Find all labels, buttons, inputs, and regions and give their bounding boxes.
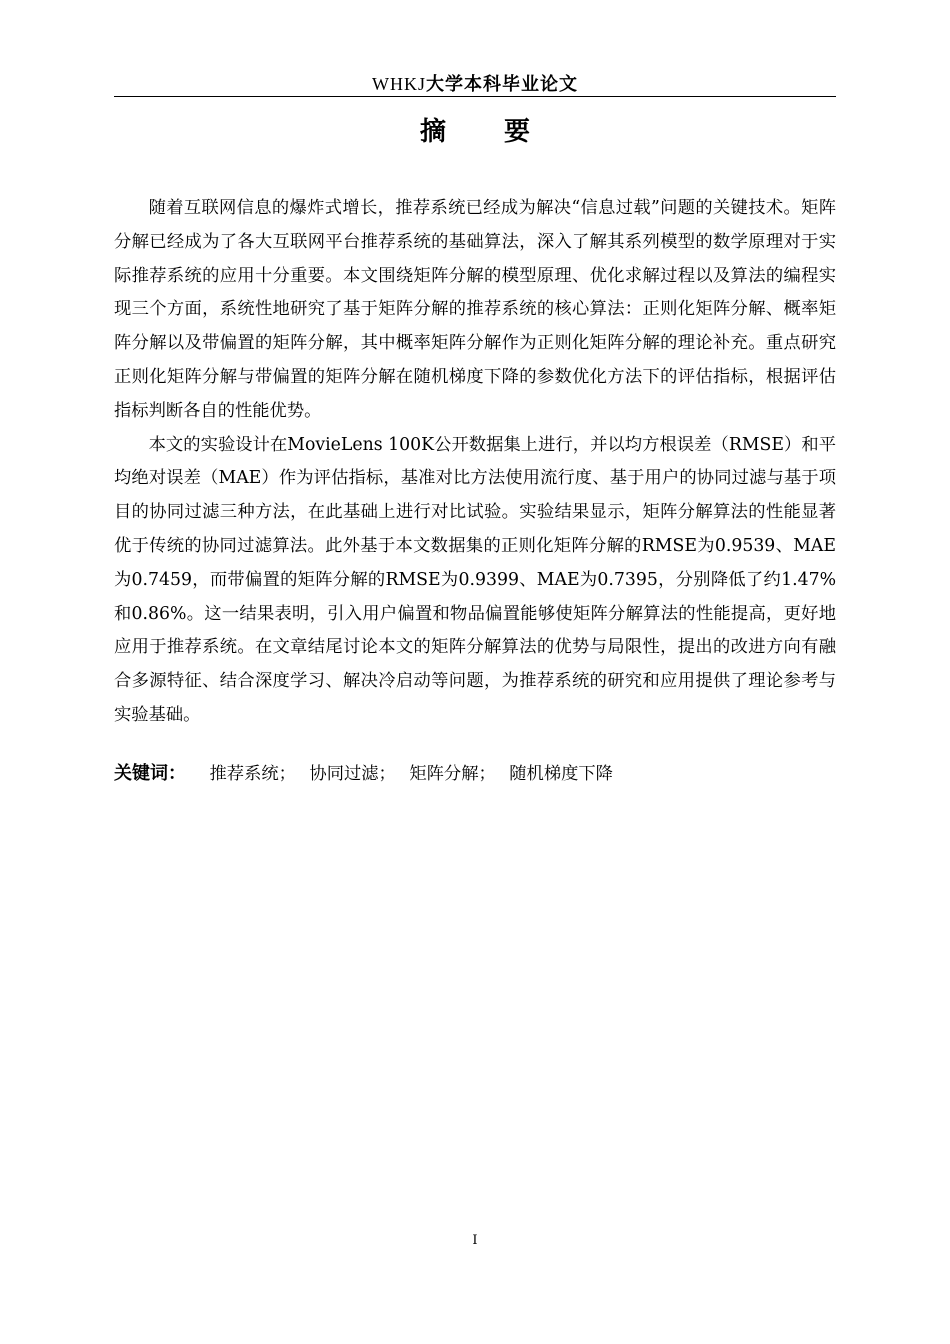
abstract-paragraph-1: 随着互联网信息的爆炸式增长，推荐系统已经成为解决“信息过载”问题的关键技术。矩阵分解已经成为了各大互联网平台推荐系统的基础算法，深入了解其系列模型的数学原理对于实际推荐系统的应用十分重要。本文围绕矩阵分解的模型原理、优化求解过程以及算法的编程实现三个方面，系统性地研究了基于矩阵分解的推荐系统的核心算法：正则化矩阵分解、概率矩阵分解以及带偏置的矩阵分解，其中概率矩阵分解作为正则化矩阵分解的理论补充。重点研究正则化矩阵分解与带偏置的矩阵分解在随机梯度下降的参数优化方法下的评估指标，根据评估指标判断各自的性能优势。 [114, 198, 836, 421]
keyword-item: 随机梯度下降 [509, 764, 613, 784]
abstract-body [114, 192, 836, 733]
running-header [114, 72, 836, 97]
header-text: 大学本科毕业论文 [426, 74, 578, 95]
title-char-1: 摘 [419, 117, 446, 147]
page-title [114, 114, 836, 150]
header-brand: WHKJ [372, 74, 426, 94]
keyword-item: 协同过滤； [309, 764, 396, 784]
keywords-line [114, 760, 836, 788]
header-rule [114, 96, 836, 97]
keyword-item: 推荐系统； [209, 764, 296, 784]
keywords-label: 关键词： [114, 763, 186, 784]
keyword-item: 矩阵分解； [409, 764, 496, 784]
title-char-2: 要 [504, 117, 531, 147]
page-number: I [472, 1233, 478, 1248]
abstract-paragraph-2: 本文的实验设计在MovieLens 100K公开数据集上进行，并以均方根误差（RMSE）和平均绝对误差（MAE）作为评估指标，基准对比方法使用流行度、基于用户的协同过滤与基于项目的协同过滤三种方法，在此基础上进行对比试验。实验结果显示，矩阵分解算法的性能显著优于传统的协同过滤算法。此外基于本文数据集的正则化矩阵分解的RMSE为0.9539、MAE为0.7459，而带偏置的矩阵分解的RMSE为0.9399、MAE为0.7395，分别降低了约1.47%和0.86%。这一结果表明，引入用户偏置和物品偏置能够使矩阵分解算法的性能提高，更好地应用于推荐系统。在文章结尾讨论本文的矩阵分解算法的优势与局限性，提出的改进方向有融合多源特征、结合深度学习、解决冷启动等问题，为推荐系统的研究和应用提供了理论参考与实验基础。 [114, 434, 836, 725]
